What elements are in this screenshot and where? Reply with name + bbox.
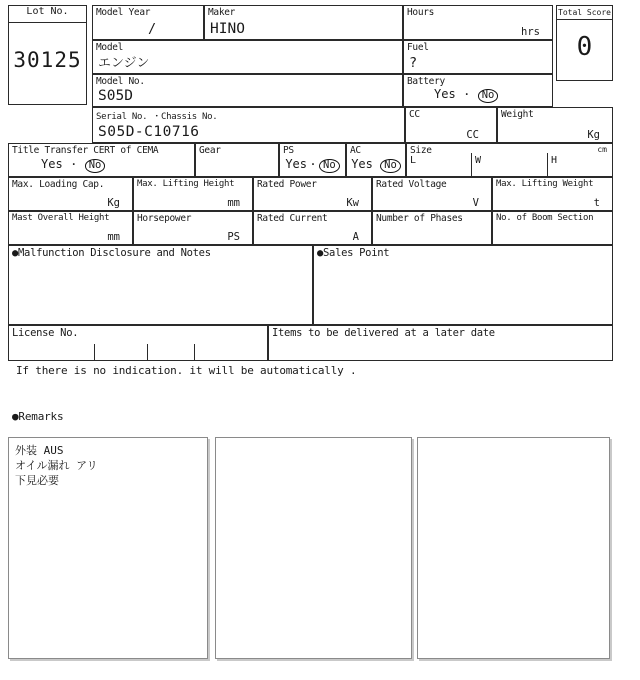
battery-no-circled: No (478, 89, 499, 103)
mast-overall-height-unit: mm (107, 231, 120, 243)
boom-section-label: No. of Boom Section (496, 213, 594, 223)
title-transfer-cell (8, 143, 195, 177)
title-transfer-separator: ・ (68, 160, 79, 171)
ac-no-circled: No (380, 159, 401, 173)
malfunction-cell (8, 245, 313, 325)
mast-overall-height-cell (8, 211, 133, 245)
rated-current-cell (253, 211, 372, 245)
ac-cell (346, 143, 406, 177)
size-unit: cm (597, 145, 607, 154)
size-cell (406, 143, 613, 177)
lot-no-value: 30125 (13, 48, 82, 72)
rated-voltage-label: Rated Voltage (376, 179, 447, 190)
max-loading-cap-unit: Kg (107, 197, 120, 209)
later-items-label: Items to be delivered at a later date (272, 327, 495, 339)
maker-label: Maker (208, 7, 236, 18)
remark-line: 下見必要 (15, 474, 59, 487)
license-no-cell (8, 325, 268, 361)
max-lifting-weight-cell (492, 177, 613, 211)
model-year-cell (92, 5, 204, 40)
size-h-label: H (551, 155, 558, 166)
battery-label: Battery (407, 76, 445, 87)
gear-cell (195, 143, 279, 177)
hours-unit: hrs (521, 26, 540, 38)
license-divider-1 (94, 344, 95, 360)
size-divider-lw (471, 153, 472, 176)
max-lifting-height-unit: mm (227, 197, 240, 209)
rated-power-unit: Kw (346, 197, 359, 209)
lot-no-label: Lot No. (9, 6, 86, 23)
weight-label: Weight (501, 109, 534, 120)
remark-line: 外装 AUS (15, 444, 64, 457)
model-year-value: / (148, 21, 157, 37)
title-transfer-yesno (9, 156, 194, 173)
later-items-cell (268, 325, 613, 361)
size-w-label: W (475, 155, 482, 166)
title-transfer-yes: Yes (41, 157, 63, 171)
lot-no-box (8, 5, 87, 105)
rated-voltage-cell (372, 177, 492, 211)
remark-line: オイル漏れ アリ (15, 459, 98, 472)
rated-current-unit: A (352, 231, 359, 243)
max-lifting-height-label: Max. Lifting Height (137, 179, 235, 189)
ps-label: PS (283, 145, 294, 156)
battery-cell (403, 74, 553, 107)
fuel-value: ? (409, 55, 418, 71)
remarks-box-1 (8, 437, 208, 659)
size-l-label: L (410, 155, 417, 166)
battery-yes: Yes (434, 87, 456, 101)
ac-yes: Yes (351, 157, 373, 171)
boom-section-cell (492, 211, 613, 245)
ps-no-circled: No (319, 159, 340, 173)
horsepower-label: Horsepower (137, 213, 192, 224)
maker-value: HINO (210, 21, 245, 37)
ps-cell (279, 143, 346, 177)
hours-label: Hours (407, 7, 435, 18)
max-lifting-weight-label: Max. Lifting Weight (496, 179, 594, 189)
license-divider-2 (147, 344, 148, 360)
size-label: Size (410, 145, 432, 156)
model-label: Model (96, 42, 124, 53)
max-loading-cap-label: Max. Loading Cap. (12, 179, 105, 190)
horsepower-unit: PS (227, 231, 240, 243)
remarks-heading: ●Remarks (12, 410, 64, 423)
cc-cell (405, 107, 497, 143)
size-divider-wh (547, 153, 548, 176)
number-of-phases-cell (372, 211, 492, 245)
model-no-label: Model No. (96, 76, 145, 87)
battery-separator: ・ (461, 90, 472, 101)
hours-cell (403, 5, 553, 40)
horsepower-cell (133, 211, 253, 245)
footnote: If there is no indication. it will be automatically . (16, 364, 357, 377)
ps-yes: Yes (285, 157, 308, 171)
rated-current-label: Rated Current (257, 213, 328, 224)
number-of-phases-label: Number of Phases (376, 213, 463, 224)
rated-power-label: Rated Power (257, 179, 317, 190)
serial-value: S05D-C10716 (98, 124, 200, 140)
model-value: エンジン (98, 56, 150, 71)
serial-label: Serial No. ・Chassis No. (96, 112, 218, 122)
max-lifting-height-cell (133, 177, 253, 211)
rated-voltage-unit: V (472, 197, 479, 209)
sales-point-label: ●Sales Point (317, 247, 390, 259)
remarks-box-3 (417, 437, 610, 659)
ac-label: AC (350, 145, 361, 156)
remarks-box-2 (215, 437, 412, 659)
ps-yesno (280, 156, 345, 173)
gear-label: Gear (199, 145, 221, 156)
weight-unit: Kg (587, 129, 600, 141)
maker-cell (204, 5, 403, 40)
model-year-label: Model Year (96, 7, 151, 18)
max-loading-cap-cell (8, 177, 133, 211)
max-lifting-weight-unit: t (593, 197, 600, 209)
sales-point-cell (313, 245, 613, 325)
ps-separator: ・ (308, 160, 319, 171)
model-no-value: S05D (98, 88, 133, 104)
total-score-label: Total Score (557, 6, 612, 20)
model-no-cell (92, 74, 403, 107)
serial-cell (92, 107, 405, 143)
fuel-cell (403, 40, 553, 74)
license-no-label: License No. (12, 327, 79, 339)
total-score-box (556, 5, 613, 81)
mast-overall-height-label: Mast Overall Height (12, 213, 110, 223)
title-transfer-no-circled: No (85, 159, 106, 173)
model-cell (92, 40, 403, 74)
total-score-value: 0 (576, 32, 593, 62)
ac-yesno (347, 157, 405, 173)
cc-unit: CC (466, 129, 479, 141)
license-divider-3 (194, 344, 195, 360)
battery-yesno (404, 86, 552, 103)
fuel-label: Fuel (407, 42, 429, 53)
weight-cell (497, 107, 613, 143)
malfunction-label: ●Malfunction Disclosure and Notes (12, 247, 211, 259)
title-transfer-label: Title Transfer CERT of CEMA (12, 145, 159, 156)
rated-power-cell (253, 177, 372, 211)
cc-label: CC (409, 109, 420, 120)
